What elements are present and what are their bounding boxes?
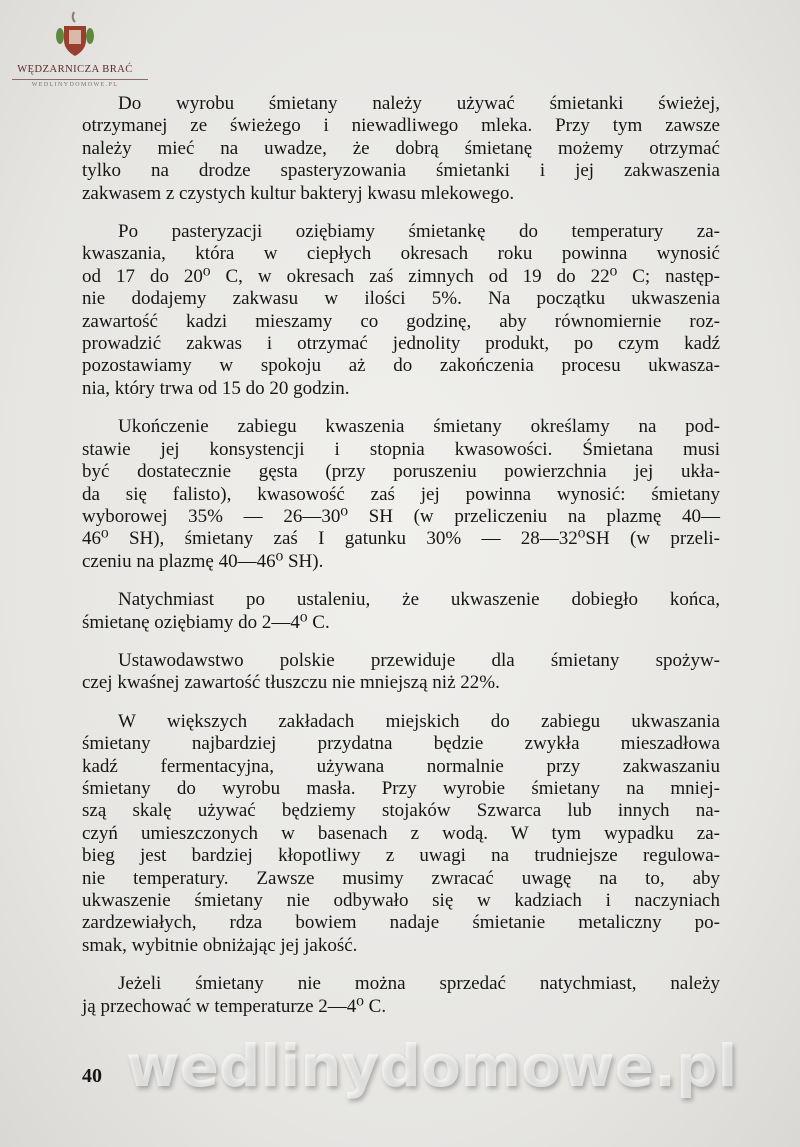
text-line: prowadzić zakwas i otrzymać jednolity produkt, po czym kadź — [82, 333, 720, 355]
logo-name: WĘDZARNICZA BRAĆ — [17, 64, 133, 75]
text-line: śmietany najbardziej przydatna będzie zwykła mieszadłowa — [82, 733, 720, 755]
logo-url: WEDLINYDOMOWE.PL — [31, 82, 119, 88]
text-line: W większych zakładach miejskich do zabiegu ukwaszania — [118, 710, 720, 732]
text-line: zawartość kadzi mieszamy co godzinę, aby równomiernie roz- — [82, 310, 720, 332]
text-line: Do wyrobu śmietany należy używać śmietanki świeżej, — [118, 93, 720, 114]
text-line: ukwaszenie śmietany nie odbywało się w kadziach i naczyniach — [82, 890, 720, 911]
watermark: wedlinydomowe.pl — [126, 1032, 738, 1101]
text-line: nie dodajemy zakwasu w ilości 5%. Na początku ukwaszenia — [82, 288, 720, 310]
text-line: 46⁰ SH), śmietany zaś I gatunku 30% — 28—32⁰SH (w przeli- — [82, 528, 720, 550]
text-line: smak, wybitnie obniżając jej jakość. — [82, 934, 358, 956]
text-line: czej kwaśnej zawartość tłuszczu nie mniejszą niż 22%. — [82, 672, 500, 694]
text-line: od 17 do 20⁰ C, w okresach zaś zimnych od 19 do 22⁰ C; następ- — [82, 265, 720, 287]
text-line: pozostawiamy w spokoju aż do zakończenia procesu ukwasza- — [82, 355, 720, 377]
text-line: śmietany do wyrobu masła. Przy wyrobie śmietany na mniej- — [82, 777, 720, 799]
text-line: czyń umieszczonych w basenach z wodą. W tym wypadku za- — [82, 822, 720, 844]
text-line: należy mieć na uwadze, że dobrą śmietanę możemy otrzymać — [82, 137, 720, 159]
paragraph — [82, 973, 720, 1018]
text-line: ją przechować w temperaturze 2—4⁰ C. — [82, 995, 387, 1017]
text-line: zardzewiałych, rdza bowiem nadaje śmietanie metaliczny po- — [82, 912, 720, 934]
text-line: Ustawodawstwo polskie przewiduje dla śmietany spożyw- — [118, 649, 720, 671]
paragraph — [82, 416, 720, 573]
paragraph — [82, 711, 720, 957]
text-line: kadź fermentacyjna, używana normalnie przy zakwaszaniu — [82, 755, 720, 777]
site-logo — [0, 0, 150, 92]
text-line: otrzymanej ze świeżego i niewadliwego mleka. Przy tym zawsze — [82, 115, 720, 137]
text-line: nia, który trwa od 15 do 20 godzin. — [82, 377, 350, 399]
text-line: być dostatecznie gęsta (przy poruszeniu powierzchnia jej ukła- — [82, 461, 720, 483]
paragraphs — [82, 93, 720, 1018]
paragraph — [82, 650, 720, 695]
text-line: Natychmiast po ustaleniu, że ukwaszenie dobiegło końca, — [118, 589, 720, 611]
paragraph — [82, 589, 720, 634]
text-line: nie temperatury. Zawsze musimy zwracać uwagę na to, aby — [82, 867, 720, 889]
text-line: Jeżeli śmietany nie można sprzedać natychmiast, należy — [118, 973, 720, 995]
paragraph — [82, 221, 720, 400]
text-line: zakwasem z czystych kultur bakteryj kwasu mlekowego. — [82, 182, 515, 204]
page-number: 40 — [82, 1065, 102, 1088]
logo-divider — [12, 79, 148, 80]
text-line: tylko na drodze spasteryzowania śmietanki i jej zakwaszenia — [82, 160, 720, 182]
text-line: wyborowej 35% — 26—30⁰ SH (w przeliczeniu na plazmę 40— — [82, 505, 720, 527]
text-line: kwaszania, która w ciepłych okresach roku powinna wynosić — [82, 243, 720, 265]
page-footer — [82, 1032, 738, 1101]
text-line: stawie jej konsystencji i stopnia kwasowości. Śmietana musi — [82, 438, 720, 460]
text-line: Ukończenie zabiegu kwaszenia śmietany określamy na pod- — [118, 416, 720, 438]
coat-of-arms-icon — [50, 10, 100, 60]
text-line: da się falisto), kwasowość zaś jej powinna wynosić: śmietany — [82, 483, 720, 505]
text-line: śmietanę oziębiamy do 2—4⁰ C. — [82, 611, 330, 633]
text-line: Po pasteryzacji oziębiamy śmietankę do temperatury za- — [118, 221, 720, 243]
paragraph — [82, 93, 720, 205]
text-line: bieg jest bardziej kłopotliwy z uwagi na trudniejsze regulowa- — [82, 845, 720, 867]
text-line: szą skalę używać będziemy stojaków Szwarca lub innych na- — [82, 800, 720, 822]
text-line: czeniu na plazmę 40—46⁰ SH). — [82, 550, 324, 572]
page-body — [82, 93, 738, 1101]
